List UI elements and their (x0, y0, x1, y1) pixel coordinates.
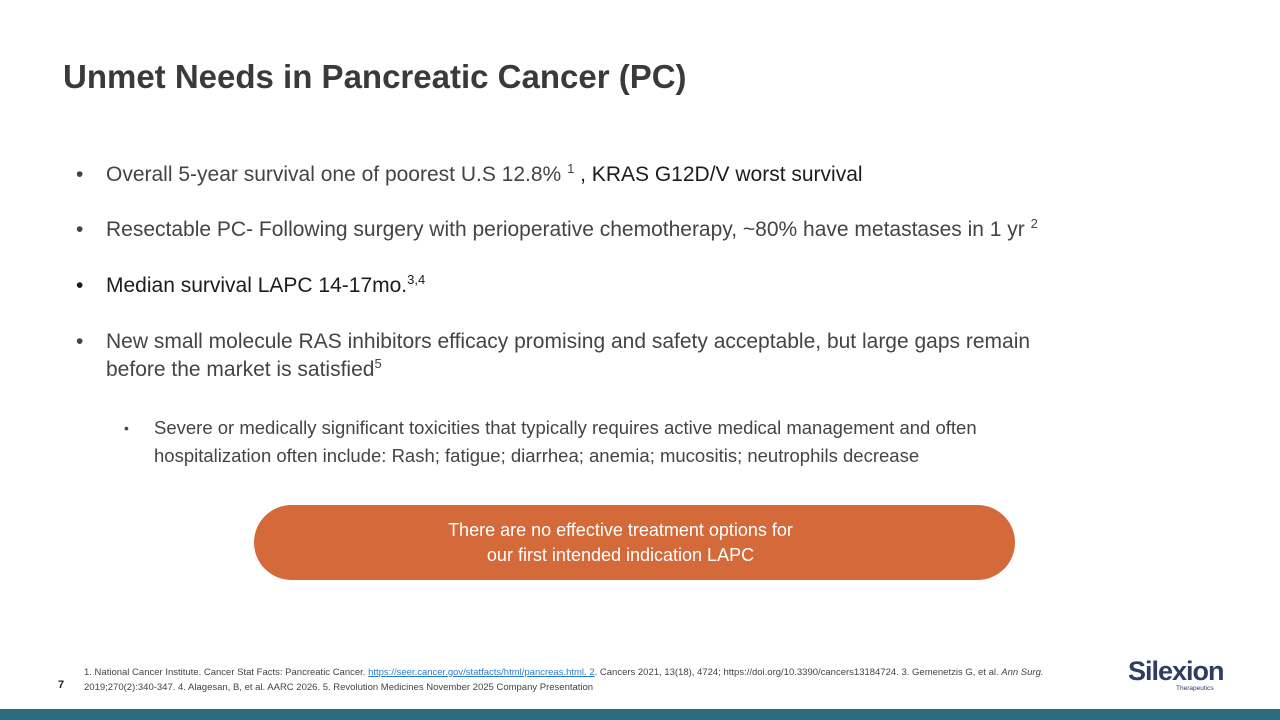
bullet-superscript: 2 (1030, 216, 1038, 231)
bottom-accent-bar (0, 709, 1280, 720)
footnote-link[interactable]: https://seer.cancer.gov/statfacts/html/pancreas.html. 2 (368, 667, 595, 678)
bullet-text: Resectable PC- Following surgery with perioperative chemotherapy, ~80% have metastases in 1 yr (106, 218, 1025, 241)
callout-box (254, 505, 1015, 580)
bullet-marker: • (76, 330, 84, 353)
bullet-superscript: 1 (567, 161, 575, 176)
bullet-text: Overall 5-year survival one of poorest U.S 12.8% (106, 163, 562, 186)
bullet-overall-survival (76, 161, 863, 189)
bullet-superscript: 5 (374, 356, 382, 371)
company-logo (1128, 657, 1223, 693)
logo-tagline: Therapeutics (1176, 685, 1214, 692)
sub-bullet-line2: hospitalization often include: Rash; fatigue; diarrhea; anemia; mucositis; neutrophils decrease (154, 445, 920, 466)
sub-bullet-marker: • (124, 420, 129, 436)
bullet-median-survival (76, 272, 426, 300)
bullet-tail: , KRAS G12D/V worst survival (580, 163, 863, 186)
footnote-text: 2019;270(2):340-347. 4. Alagesan, B, et al. AARC 2026. 5. Revolution Medicines November 2025 Company Presentation (84, 682, 594, 693)
callout-line1: There are no effective treatment options for (448, 519, 793, 540)
bullet-superscript: 3,4 (407, 272, 426, 287)
sub-bullet-toxicities (124, 414, 1154, 470)
footnote-text: . Cancers 2021, 13(18), 4724; https://doi.org/10.3390/cancers13184724. 3. Gemenetzis G, et al. (594, 667, 1002, 678)
bullet-text-line1: New small molecule RAS inhibitors efficacy promising and safety acceptable, but large gaps remain (106, 330, 1031, 353)
footnote-journal: Ann Surg. (1001, 667, 1044, 678)
bullet-text-line2: before the market is satisfied (106, 358, 375, 381)
bullet-text: Median survival LAPC 14-17mo. (106, 274, 408, 297)
footnote (84, 665, 1114, 695)
callout-line2: our first intended indication LAPC (486, 544, 755, 565)
bullet-ras-inhibitors (76, 328, 1166, 384)
sub-bullet-line1: Severe or medically significant toxicities that typically requires active medical management and often (154, 417, 977, 438)
footnote-text: 1. National Cancer Institute. Cancer Stat Facts: Pancreatic Cancer. (84, 667, 369, 678)
slide-title: Unmet Needs in Pancreatic Cancer (PC) (63, 58, 687, 95)
bullet-marker: • (76, 163, 84, 186)
page-number: 7 (58, 679, 65, 691)
bullet-marker: • (76, 274, 84, 297)
bullet-resectable-pc (76, 216, 1038, 244)
logo-wordmark: Silexion (1128, 656, 1224, 686)
bullet-marker: • (76, 218, 84, 241)
